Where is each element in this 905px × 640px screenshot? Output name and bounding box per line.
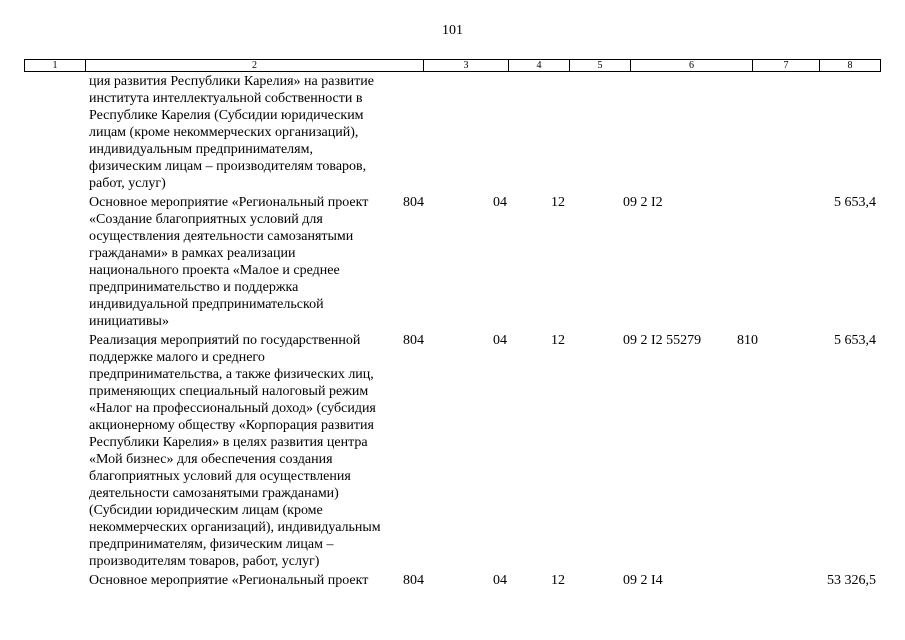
row-name: Реализация мероприятий по государственной поддержке малого и среднего предпринимательства, а также физических лиц, применяющих специальный налоговый режим «Налог на профессиональный доход» (субсидия акционерному обществу «Корпорация развития Республики Карелия» в целях развития центра «Мой бизнес» для обеспечения создания благоприятных условий для осуществления деятельности самозанятыми гражданами) (Субсидии юридическим лицам (кроме некоммерческих организаций), индивидуальным предпринимателям, физическим лицам – производителям товаров, работ, услуг) <box>89 333 381 569</box>
table-row <box>24 192 880 330</box>
row-target-article: 09 2 I2 55279 <box>623 333 702 348</box>
column-number-1: 1 <box>25 60 86 72</box>
row-sum: 5 653,4 <box>834 333 876 348</box>
row-target-article <box>609 71 731 192</box>
row-grbs: 804 <box>403 573 424 588</box>
row-sum: 5 653,4 <box>834 195 876 210</box>
column-number-3: 3 <box>424 60 509 72</box>
table-row <box>24 570 880 589</box>
row-subsection: 12 <box>551 195 565 210</box>
row-subsection <box>545 71 609 192</box>
column-number-4: 4 <box>509 60 570 72</box>
column-number-8: 8 <box>820 60 881 72</box>
row-expense-type: 810 <box>737 333 758 348</box>
row-expense-type <box>731 192 801 330</box>
row-subsection: 12 <box>551 573 565 588</box>
row-section: 04 <box>493 195 507 210</box>
row-expense-type <box>731 71 801 192</box>
row-grbs <box>399 71 487 192</box>
row-grbs: 804 <box>403 195 424 210</box>
row-name: Основное мероприятие «Региональный проект «Создание благоприятных условий для осуществления деятельности самозанятыми гражданами» в рамках реализации национального проекта «Малое и среднее предпринимательство и поддержка индивидуальной предпринимательской инициативы» <box>89 195 369 329</box>
row-sum <box>801 71 880 192</box>
table-row <box>24 71 880 192</box>
budget-table <box>24 71 880 589</box>
row-subsection: 12 <box>551 333 565 348</box>
row-expense-type <box>731 570 801 589</box>
row-target-article: 09 2 I2 <box>623 195 663 210</box>
row-section: 04 <box>493 333 507 348</box>
table-row <box>24 330 880 570</box>
row-sum: 53 326,5 <box>827 573 876 588</box>
page-number: 101 <box>442 23 463 38</box>
row-section <box>487 71 545 192</box>
row-name: ция развития Республики Карелия» на развитие института интеллектуальной собственности в Республике Карелия (Субсидии юридическим лицам (кроме некоммерческих организаций), индивидуальным предпринимателям, физическим лицам – производителям товаров, работ, услуг) <box>89 74 374 191</box>
column-number-2: 2 <box>86 60 424 72</box>
column-number-6: 6 <box>631 60 753 72</box>
row-grbs: 804 <box>403 333 424 348</box>
row-target-article: 09 2 I4 <box>623 573 663 588</box>
column-number-7: 7 <box>753 60 820 72</box>
row-section: 04 <box>493 573 507 588</box>
row-name: Основное мероприятие «Региональный проект <box>89 573 369 588</box>
column-number-5: 5 <box>570 60 631 72</box>
